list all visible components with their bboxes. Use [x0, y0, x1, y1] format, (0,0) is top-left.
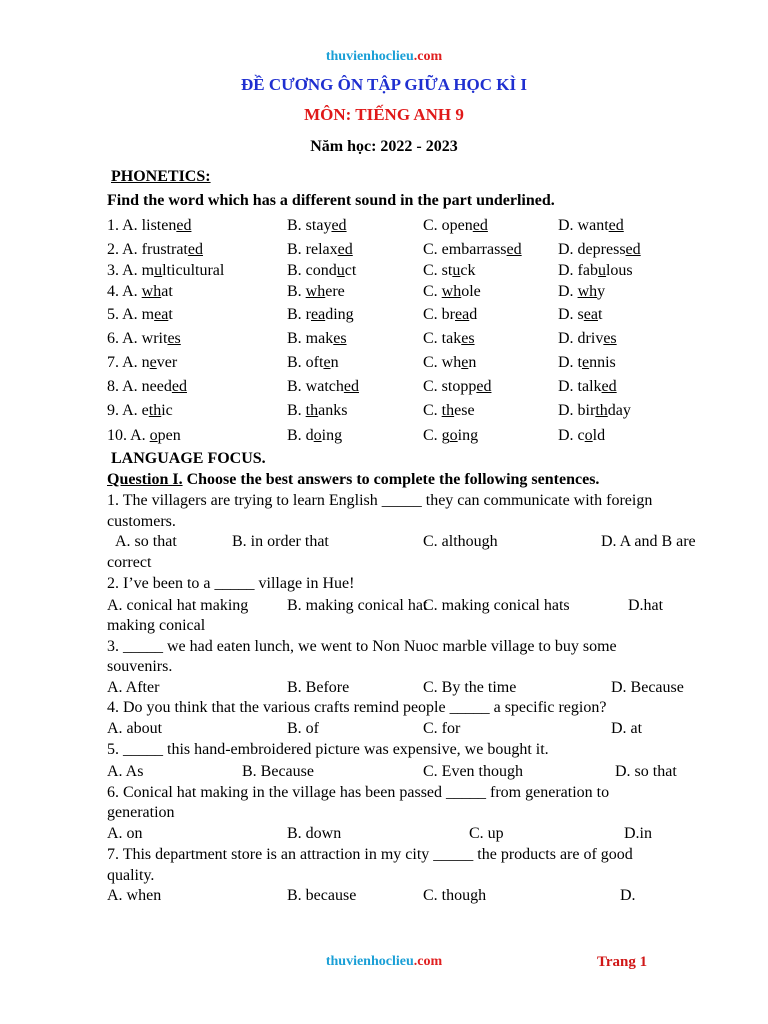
phonetics-q1-d-underlined: ed — [608, 217, 624, 234]
q3-option-b: B. Before — [287, 679, 350, 696]
phonetics-q2-a-pre: frustrat — [141, 241, 188, 258]
phonetics-q5-d-underlined: ea — [583, 306, 598, 323]
phonetics-q6-option-c — [423, 329, 475, 349]
phonetics-q9-option-b — [287, 401, 347, 421]
phonetics-q3-a-pre: m — [141, 262, 155, 279]
phonetics-q5-c-underlined: ea — [455, 306, 470, 323]
phonetics-q4-d-post: y — [597, 283, 606, 300]
phonetics-q1-option-c — [423, 216, 488, 236]
phonetics-q8-option-d — [558, 377, 617, 397]
q5-option-d: D. so that — [615, 763, 677, 780]
phonetics-q8-d-pre: D. talk — [558, 378, 602, 395]
phonetics-q3-option-b — [287, 261, 356, 281]
phonetics-q4-a-underlined: wh — [141, 283, 162, 300]
phonetics-q9-d-post: day — [607, 402, 631, 419]
phonetics-q2-c-underlined: ed — [506, 241, 522, 258]
phonetics-q2-option-c — [423, 240, 522, 260]
phonetics-q7-option-a — [107, 353, 177, 373]
phonetics-q7-d-underlined: e — [582, 354, 590, 371]
phonetics-q4-option-a — [107, 282, 173, 302]
phonetics-q1-b-underlined: ed — [331, 217, 347, 234]
phonetics-q5-option-a — [107, 305, 173, 325]
phonetics-q4-c-pre: C. — [423, 283, 442, 300]
phonetics-q7-number: 7. A. — [107, 354, 142, 371]
phonetics-q7-c-post: n — [468, 354, 477, 371]
phonetics-q3-a-underlined: u — [154, 262, 163, 279]
q1-option-d: D. A and B are — [601, 533, 696, 550]
phonetics-q10-c-post: ing — [457, 427, 479, 444]
q2-option-d: D.hat — [628, 597, 664, 614]
phonetics-q10-option-b — [287, 426, 342, 446]
phonetics-q7-a-underlined: e — [149, 354, 157, 371]
phonetics-q3-option-d — [558, 261, 633, 281]
q1-option-a: A. so that — [115, 533, 177, 550]
q7-option-b: B. because — [287, 887, 357, 904]
q7-option-c: C. though — [423, 887, 487, 904]
q4-option-a: A. about — [107, 720, 163, 737]
q7-stem-line1: 7. This department store is an attraction in my city _____ the products are of good — [107, 846, 633, 863]
phonetics-q2-c-pre: C. embarrass — [423, 241, 507, 258]
phonetics-q3-option-c — [423, 261, 475, 281]
phonetics-q8-c-pre: C. stopp — [423, 378, 477, 395]
phonetics-q4-a-post: at — [161, 283, 173, 300]
phonetics-q7-b-underlined: e — [323, 354, 331, 371]
q6-stem-line2: generation — [107, 804, 175, 821]
phonetics-q9-c-underlined: th — [441, 402, 455, 419]
phonetics-q8-b-underlined: ed — [343, 378, 359, 395]
q1-option-d-cont: correct — [107, 554, 152, 571]
phonetics-q8-b-pre: B. watch — [287, 378, 344, 395]
q7-option-d: D. — [620, 887, 636, 904]
phonetics-q2-b-pre: B. relax — [287, 241, 338, 258]
phonetics-q2-a-underlined: ed — [187, 241, 203, 258]
q2-option-c: C. making conical hats — [423, 597, 570, 614]
phonetics-q9-c-post: ese — [454, 402, 475, 419]
phonetics-q10-b-pre: B. d — [287, 427, 314, 444]
phonetics-q7-a-post: ver — [156, 354, 178, 371]
phonetics-q6-number: 6. A. — [107, 330, 142, 347]
phonetics-q5-option-b — [287, 305, 354, 325]
q1-option-c: C. although — [423, 533, 498, 550]
phonetics-q6-d-pre: D. driv — [558, 330, 604, 347]
question-label: Question I. — [107, 471, 183, 488]
phonetics-q6-a-pre: writ — [141, 330, 168, 347]
phonetics-q10-c-pre: C. g — [423, 427, 450, 444]
phonetics-q6-option-b — [287, 329, 347, 349]
q4-option-c: C. for — [423, 720, 461, 737]
phonetics-q7-d-post: nnis — [589, 354, 616, 371]
site-header[interactable] — [0, 47, 768, 67]
phonetics-q10-number: 10. A. — [107, 427, 150, 444]
phonetics-q3-option-a — [107, 261, 224, 281]
phonetics-q5-d-post: t — [597, 306, 603, 323]
phonetics-q6-option-d — [558, 329, 617, 349]
phonetics-q7-b-pre: B. oft — [287, 354, 324, 371]
phonetics-q10-b-post: ing — [321, 427, 343, 444]
phonetics-q1-d-pre: D. want — [558, 217, 609, 234]
phonetics-q4-b-post: ere — [325, 283, 345, 300]
phonetics-q7-option-d — [558, 353, 616, 373]
q4-option-b: B. of — [287, 720, 319, 737]
phonetics-q9-a-post: ic — [161, 402, 173, 419]
phonetics-q6-option-a — [107, 329, 181, 349]
phonetics-q1-option-a — [107, 216, 191, 236]
q2-option-b: B. making conical hat — [287, 597, 428, 614]
q2-option-d-cont: making conical — [107, 617, 206, 634]
phonetics-q8-a-pre: need — [141, 378, 172, 395]
q7-option-a: A. when — [107, 887, 162, 904]
q3-option-a: A. After — [107, 679, 160, 696]
phonetics-q6-c-pre: C. tak — [423, 330, 462, 347]
q6-option-b: B. down — [287, 825, 342, 842]
phonetics-q3-d-post: lous — [605, 262, 633, 279]
phonetics-q7-option-c — [423, 353, 476, 373]
q3-option-c: C. By the time — [423, 679, 517, 696]
phonetics-q6-d-underlined: es — [603, 330, 617, 347]
phonetics-q10-d-pre: D. c — [558, 427, 585, 444]
phonetics-q8-option-a — [107, 377, 187, 397]
phonetics-q7-option-b — [287, 353, 339, 373]
phonetics-q10-option-a — [107, 426, 181, 446]
phonetics-q5-a-underlined: ea — [154, 306, 169, 323]
phonetics-q4-b-pre: B. — [287, 283, 306, 300]
footer-site-name: thuvienhoclieu — [325, 954, 414, 969]
phonetics-q1-a-pre: listen — [141, 217, 177, 234]
phonetics-q9-b-underlined: th — [305, 402, 319, 419]
phonetics-q1-option-b — [287, 216, 347, 236]
phonetics-q8-d-underlined: ed — [601, 378, 617, 395]
phonetics-q9-b-pre: B. — [287, 402, 306, 419]
phonetics-q9-a-underlined: th — [148, 402, 162, 419]
q6-stem-line1: 6. Conical hat making in the village has been passed _____ from generation to — [107, 784, 610, 801]
phonetics-q5-b-underlined: ea — [311, 306, 326, 323]
page-number: Trang 1 — [597, 954, 648, 970]
phonetics-q1-a-underlined: ed — [176, 217, 192, 234]
phonetics-q3-c-underlined: u — [452, 262, 461, 279]
subject-title: MÔN: TIẾNG ANH 9 — [304, 105, 464, 124]
phonetics-q3-number: 3. A. — [107, 262, 142, 279]
phonetics-q2-number: 2. A. — [107, 241, 142, 258]
phonetics-q4-option-d — [558, 282, 605, 302]
phonetics-q3-d-underlined: u — [597, 262, 606, 279]
phonetics-q7-a-pre: n — [141, 354, 150, 371]
phonetics-q2-b-underlined: ed — [337, 241, 353, 258]
phonetics-q10-a-underlined: o — [149, 427, 158, 444]
phonetics-q5-c-pre: C. br — [423, 306, 455, 323]
phonetics-q6-b-underlined: es — [333, 330, 347, 347]
phonetics-q9-b-post: anks — [318, 402, 348, 419]
phonetics-q1-option-d — [558, 216, 624, 236]
phonetics-q4-option-b — [287, 282, 345, 302]
q2-stem: 2. I’ve been to a _____ village in Hue! — [107, 575, 355, 592]
language-focus-heading: LANGUAGE FOCUS. — [111, 450, 266, 467]
q5-option-c: C. Even though — [423, 763, 523, 780]
phonetics-q8-number: 8. A. — [107, 378, 142, 395]
phonetics-q4-d-pre: D. — [558, 283, 578, 300]
phonetics-q2-d-pre: D. depress — [558, 241, 626, 258]
q5-option-a: A. As — [107, 763, 144, 780]
phonetics-q9-d-pre: D. bir — [558, 402, 596, 419]
phonetics-q9-option-d — [558, 401, 631, 421]
phonetics-q9-option-a — [107, 401, 173, 421]
q3-stem-line2: souvenirs. — [107, 658, 173, 675]
phonetics-q7-b-post: n — [330, 354, 339, 371]
phonetics-q9-d-underlined: th — [595, 402, 608, 419]
phonetics-q4-b-underlined: wh — [305, 283, 326, 300]
q2-option-a: A. conical hat making — [107, 597, 249, 614]
phonetics-q5-a-post: t — [168, 306, 173, 323]
q6-option-d: D.in — [624, 825, 652, 842]
phonetics-q3-a-post: lticultural — [162, 262, 225, 279]
phonetics-q2-option-b — [287, 240, 353, 260]
site-footer[interactable] — [0, 952, 768, 972]
phonetics-heading: PHONETICS: — [111, 168, 211, 185]
phonetics-q9-c-pre: C. — [423, 402, 442, 419]
phonetics-q8-a-underlined: ed — [171, 378, 187, 395]
phonetics-q5-b-pre: B. r — [287, 306, 311, 323]
q6-option-c: C. up — [469, 825, 504, 842]
phonetics-q1-b-pre: B. stay — [287, 217, 332, 234]
phonetics-q6-c-underlined: es — [461, 330, 475, 347]
q4-stem: 4. Do you think that the various crafts remind people _____ a specific region? — [107, 699, 607, 716]
phonetics-instruction: Find the word which has a different sound in the part underlined. — [107, 192, 555, 209]
q4-option-d: D. at — [611, 720, 643, 737]
phonetics-q8-option-b — [287, 377, 359, 397]
q1-option-b: B. in order that — [232, 533, 329, 550]
phonetics-q7-c-pre: C. wh — [423, 354, 462, 371]
phonetics-q6-b-pre: B. mak — [287, 330, 334, 347]
phonetics-q4-c-post: ole — [461, 283, 481, 300]
q1-stem-line2: customers. — [107, 513, 176, 530]
q6-option-a: A. on — [107, 825, 143, 842]
phonetics-q4-c-underlined: wh — [441, 283, 462, 300]
phonetics-q3-b-underlined: u — [336, 262, 345, 279]
phonetics-q1-c-underlined: ed — [472, 217, 488, 234]
phonetics-q9-option-c — [423, 401, 475, 421]
phonetics-q2-option-a — [107, 240, 203, 260]
phonetics-q5-d-pre: D. s — [558, 306, 584, 323]
q3-stem-line1: 3. _____ we had eaten lunch, we went to Non Nuoc marble village to buy some — [107, 638, 617, 655]
phonetics-q8-c-underlined: ed — [476, 378, 492, 395]
phonetics-q7-c-underlined: e — [461, 354, 469, 371]
phonetics-q7-d-pre: D. t — [558, 354, 582, 371]
phonetics-q5-number: 5. A. — [107, 306, 142, 323]
phonetics-q3-b-post: ct — [344, 262, 357, 279]
phonetics-q3-b-pre: B. cond — [287, 262, 337, 279]
phonetics-q9-a-pre: e — [141, 402, 149, 419]
phonetics-q3-c-pre: C. st — [423, 262, 453, 279]
site-name: thuvienhoclieu — [325, 49, 414, 64]
q5-option-b: B. Because — [242, 763, 314, 780]
phonetics-q5-option-c — [423, 305, 477, 325]
question-heading — [107, 470, 599, 490]
phonetics-q5-a-pre: m — [141, 306, 155, 323]
phonetics-q3-c-post: ck — [460, 262, 476, 279]
phonetics-q2-d-underlined: ed — [625, 241, 641, 258]
phonetics-q10-a-post: pen — [157, 427, 181, 444]
q1-stem-line1: 1. The villagers are trying to learn English _____ they can communicate with foreign — [107, 492, 653, 509]
phonetics-q2-option-d — [558, 240, 641, 260]
phonetics-q1-c-pre: C. open — [423, 217, 473, 234]
phonetics-q5-b-post: ding — [325, 306, 354, 323]
phonetics-q6-a-underlined: es — [167, 330, 181, 347]
document-title: ĐỀ CƯƠNG ÔN TẬP GIỮA HỌC KÌ I — [240, 75, 528, 94]
question-text: Choose the best answers to complete the following sentences. — [182, 471, 600, 488]
phonetics-q4-option-c — [423, 282, 481, 302]
q7-stem-line2: quality. — [107, 867, 155, 884]
phonetics-q10-d-post: ld — [592, 427, 606, 444]
site-domain: .com — [413, 49, 443, 64]
phonetics-q8-option-c — [423, 377, 491, 397]
q3-option-d: D. Because — [611, 679, 684, 696]
phonetics-q5-c-post: d — [469, 306, 478, 323]
phonetics-q4-d-underlined: wh — [577, 283, 598, 300]
phonetics-q10-option-d — [558, 426, 605, 446]
phonetics-q1-number: 1. A. — [107, 217, 142, 234]
school-year: Năm học: 2022 - 2023 — [310, 138, 458, 155]
phonetics-q10-b-underlined: o — [313, 427, 322, 444]
footer-site-domain: .com — [413, 954, 443, 969]
phonetics-q9-number: 9. A. — [107, 402, 142, 419]
phonetics-q4-number: 4. A. — [107, 283, 142, 300]
phonetics-q5-option-d — [558, 305, 602, 325]
phonetics-q10-d-underlined: o — [584, 427, 593, 444]
phonetics-q3-d-pre: D. fab — [558, 262, 598, 279]
phonetics-q10-option-c — [423, 426, 478, 446]
phonetics-q10-c-underlined: o — [449, 427, 458, 444]
q5-stem: 5. _____ this hand-embroidered picture was expensive, we bought it. — [107, 741, 549, 758]
